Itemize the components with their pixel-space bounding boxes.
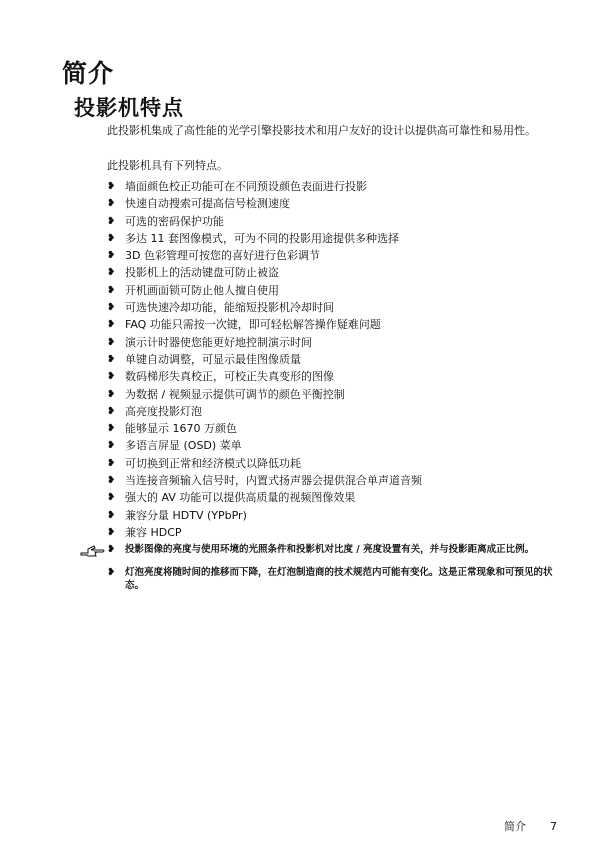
section-title: 投影机特点	[74, 96, 184, 120]
list-item	[107, 455, 422, 472]
feature-text: 演示计时器使您能更好地控制演示时间	[125, 335, 312, 349]
note-item	[107, 543, 562, 556]
list-item	[107, 437, 422, 454]
bullet-icon: ❥	[107, 492, 116, 504]
bullet-icon: ❥	[107, 232, 116, 244]
page-footer	[504, 818, 557, 834]
bullet-icon: ❥	[107, 457, 116, 469]
feature-text: 强大的 AV 功能可以提供高质量的视频图像效果	[125, 491, 356, 505]
notes	[107, 543, 562, 602]
list-item	[107, 403, 422, 420]
bullet-icon: ❥	[107, 181, 116, 192]
list-item	[107, 282, 422, 299]
bullet-icon: ❥	[107, 284, 116, 296]
bullet-icon: ❥	[107, 509, 116, 521]
bullet-icon: ❥	[107, 267, 116, 279]
feature-text: 墙面颜色校正功能可在不同预设颜色表面进行投影	[125, 180, 367, 193]
list-item	[107, 247, 422, 264]
feature-text: 数码梯形失真校正，可校正失真变形的图像	[125, 370, 334, 384]
feature-text: 高亮度投影灯泡	[125, 404, 202, 418]
bullet-icon: ❥	[107, 353, 116, 365]
list-item	[107, 230, 422, 247]
feature-text: FAQ 功能只需按一次键，即可轻松解答操作疑难问题	[125, 318, 381, 332]
list-item	[107, 489, 422, 506]
list-item	[107, 351, 422, 368]
feature-text: 3D 色彩管理可按您的喜好进行色彩调节	[125, 249, 320, 263]
list-item	[107, 264, 422, 281]
chapter-title: 简介	[62, 59, 115, 88]
note-item	[107, 566, 562, 592]
feature-text: 多语言屏显 (OSD) 菜单	[125, 439, 242, 453]
bullet-icon: ❥	[107, 405, 116, 417]
feature-text: 多达 11 套图像模式，可为不同的投影用途提供多种选择	[125, 231, 399, 245]
bullet-icon: ❥	[107, 544, 116, 555]
bullet-icon: ❥	[107, 388, 116, 400]
feature-text: 可选的密码保护功能	[125, 214, 224, 228]
bullet-icon: ❥	[107, 371, 116, 383]
feature-text: 开机画面锁可防止他人擅自使用	[125, 283, 279, 297]
note-text: 投影图像的亮度与使用环境的光照条件和投影机对比度 / 亮度设置有关，并与投影距离成正比例。	[125, 544, 535, 555]
feature-list	[107, 178, 422, 541]
feature-text: 投影机上的活动键盘可防止被盗	[125, 266, 279, 280]
footer-label: 简介	[504, 820, 526, 833]
feature-text: 为数据 / 视频显示提供可调节的颜色平衡控制	[125, 387, 345, 401]
feature-text: 可选快速冷却功能，能缩短投影机冷却时间	[125, 301, 334, 315]
bullet-icon: ❥	[107, 423, 116, 435]
list-item	[107, 316, 422, 333]
list-item	[107, 213, 422, 230]
list-item	[107, 386, 422, 403]
feature-text: 兼容 HDCP	[125, 525, 182, 539]
pointing-hand-icon	[80, 544, 106, 558]
list-item	[107, 368, 422, 385]
note-text: 灯泡亮度将随时间的推移而下降，在灯泡制造商的技术规范内可能有变化。这是正常现象和可预见的状态。	[125, 567, 553, 591]
features-subheading: 此投影机具有下列特点。	[107, 159, 228, 172]
bullet-icon: ❥	[107, 475, 116, 487]
list-item	[107, 178, 422, 195]
bullet-icon: ❥	[107, 336, 116, 348]
list-item	[107, 299, 422, 316]
list-item	[107, 472, 422, 489]
intro-paragraph: 此投影机集成了高性能的光学引擎投影技术和用户友好的设计以提供高可靠性和易用性。	[107, 124, 536, 137]
feature-text: 单键自动调整，可显示最佳图像质量	[125, 352, 301, 366]
feature-text: 当连接音频输入信号时，内置式扬声器会提供混合单声道音频	[125, 474, 422, 488]
list-item	[107, 524, 422, 541]
feature-text: 能够显示 1670 万颜色	[125, 422, 237, 436]
bullet-icon: ❥	[107, 215, 116, 227]
list-item	[107, 334, 422, 351]
page-number: 7	[550, 820, 557, 833]
bullet-icon: ❥	[107, 250, 116, 262]
feature-text: 兼容分量 HDTV (YPbPr)	[125, 508, 247, 522]
bullet-icon: ❥	[107, 319, 116, 331]
bullet-icon: ❥	[107, 526, 116, 538]
feature-text: 可切换到正常和经济模式以降低功耗	[125, 456, 301, 470]
feature-text: 快速自动搜索可提高信号检测速度	[125, 197, 290, 211]
bullet-icon: ❥	[107, 198, 116, 210]
list-item	[107, 420, 422, 437]
bullet-icon: ❥	[107, 567, 116, 578]
bullet-icon: ❥	[107, 302, 116, 314]
list-item	[107, 195, 422, 212]
list-item	[107, 507, 422, 524]
bullet-icon: ❥	[107, 440, 116, 452]
